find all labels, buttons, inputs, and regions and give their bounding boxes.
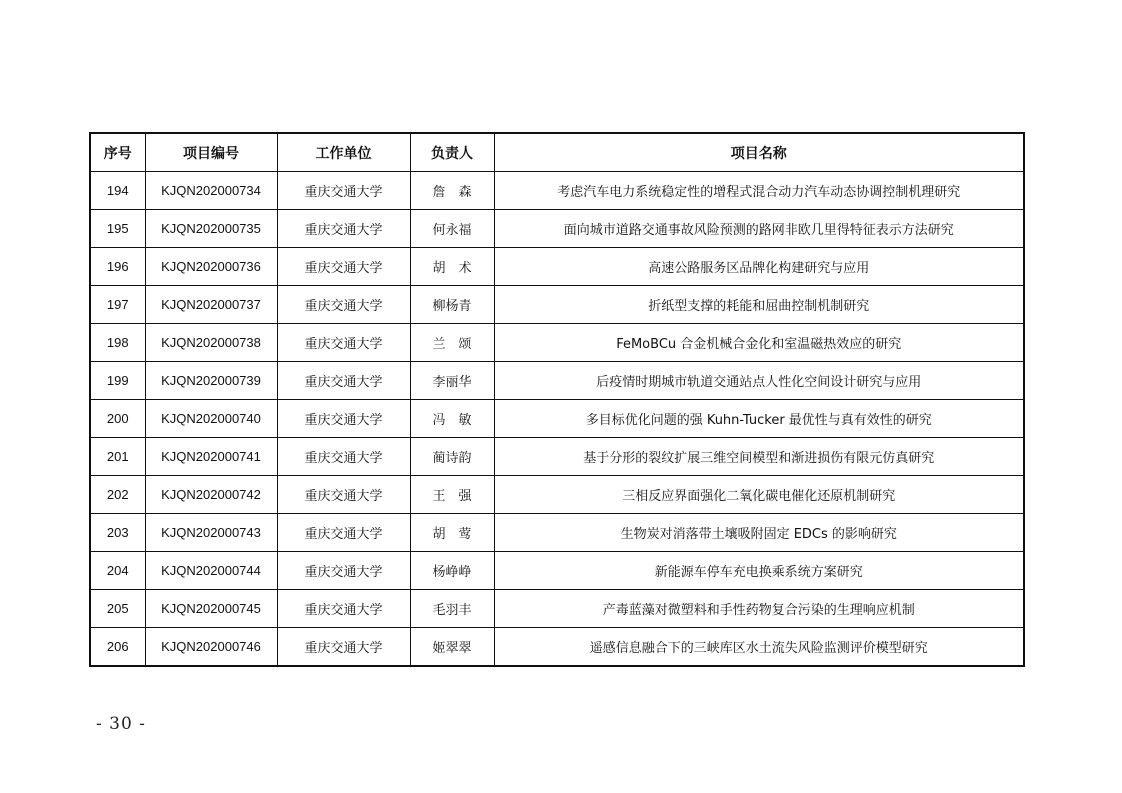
cell-project-name: 生物炭对消落带土壤吸附固定 EDCs 的影响研究 (494, 514, 1024, 552)
table-row (90, 590, 1024, 628)
cell-project-name: 高速公路服务区品牌化构建研究与应用 (494, 248, 1024, 286)
cell-project-code: KJQN202000740 (145, 400, 277, 438)
cell-project-code: KJQN202000746 (145, 628, 277, 667)
cell-project-code: KJQN202000735 (145, 210, 277, 248)
cell-leader: 姬翠翠 (410, 628, 494, 667)
cell-leader: 兰 颂 (410, 324, 494, 362)
cell-seq: 206 (90, 628, 145, 667)
cell-leader: 胡 术 (410, 248, 494, 286)
header-row (90, 133, 1024, 172)
cell-work-unit: 重庆交通大学 (277, 172, 410, 210)
cell-project-name: 考虑汽车电力系统稳定性的增程式混合动力汽车动态协调控制机理研究 (494, 172, 1024, 210)
cell-seq: 200 (90, 400, 145, 438)
cell-leader: 蔺诗韵 (410, 438, 494, 476)
cell-work-unit: 重庆交通大学 (277, 628, 410, 667)
table-row (90, 362, 1024, 400)
cell-seq: 195 (90, 210, 145, 248)
table-row (90, 552, 1024, 590)
cell-project-name: 遥感信息融合下的三峡库区水土流失风险监测评价模型研究 (494, 628, 1024, 667)
cell-project-name: 基于分形的裂纹扩展三维空间模型和渐进损伤有限元仿真研究 (494, 438, 1024, 476)
table-row (90, 400, 1024, 438)
cell-project-name: FeMoBCu 合金机械合金化和室温磁热效应的研究 (494, 324, 1024, 362)
cell-project-name: 面向城市道路交通事故风险预测的路网非欧几里得特征表示方法研究 (494, 210, 1024, 248)
header-seq: 序号 (90, 133, 145, 172)
cell-work-unit: 重庆交通大学 (277, 286, 410, 324)
table-header (90, 133, 1024, 172)
header-project-code: 项目编号 (145, 133, 277, 172)
cell-project-name: 新能源车停车充电换乘系统方案研究 (494, 552, 1024, 590)
cell-work-unit: 重庆交通大学 (277, 438, 410, 476)
table-row (90, 438, 1024, 476)
cell-leader: 詹 森 (410, 172, 494, 210)
cell-leader: 冯 敏 (410, 400, 494, 438)
cell-project-code: KJQN202000745 (145, 590, 277, 628)
table-body (90, 172, 1024, 667)
cell-leader: 毛羽丰 (410, 590, 494, 628)
cell-seq: 202 (90, 476, 145, 514)
project-table (89, 132, 1025, 667)
cell-project-name: 产毒蓝藻对微塑料和手性药物复合污染的生理响应机制 (494, 590, 1024, 628)
table-row (90, 628, 1024, 667)
cell-project-code: KJQN202000737 (145, 286, 277, 324)
cell-project-code: KJQN202000741 (145, 438, 277, 476)
cell-project-code: KJQN202000739 (145, 362, 277, 400)
cell-work-unit: 重庆交通大学 (277, 552, 410, 590)
cell-project-code: KJQN202000736 (145, 248, 277, 286)
cell-leader: 李丽华 (410, 362, 494, 400)
cell-project-code: KJQN202000738 (145, 324, 277, 362)
cell-work-unit: 重庆交通大学 (277, 362, 410, 400)
cell-seq: 199 (90, 362, 145, 400)
table-row (90, 476, 1024, 514)
table-row (90, 324, 1024, 362)
cell-project-code: KJQN202000742 (145, 476, 277, 514)
cell-work-unit: 重庆交通大学 (277, 514, 410, 552)
cell-seq: 194 (90, 172, 145, 210)
cell-work-unit: 重庆交通大学 (277, 400, 410, 438)
cell-project-code: KJQN202000743 (145, 514, 277, 552)
cell-project-name: 三相反应界面强化二氧化碳电催化还原机制研究 (494, 476, 1024, 514)
cell-seq: 204 (90, 552, 145, 590)
header-leader: 负责人 (410, 133, 494, 172)
table-row (90, 210, 1024, 248)
cell-seq: 203 (90, 514, 145, 552)
cell-project-code: KJQN202000744 (145, 552, 277, 590)
cell-seq: 201 (90, 438, 145, 476)
cell-leader: 何永福 (410, 210, 494, 248)
page-number: - 30 - (96, 714, 146, 734)
table-row (90, 172, 1024, 210)
cell-project-code: KJQN202000734 (145, 172, 277, 210)
cell-work-unit: 重庆交通大学 (277, 210, 410, 248)
cell-work-unit: 重庆交通大学 (277, 248, 410, 286)
cell-work-unit: 重庆交通大学 (277, 324, 410, 362)
cell-leader: 胡 莺 (410, 514, 494, 552)
table-row (90, 514, 1024, 552)
table-row (90, 248, 1024, 286)
cell-seq: 197 (90, 286, 145, 324)
cell-work-unit: 重庆交通大学 (277, 476, 410, 514)
cell-project-name: 多目标优化问题的强 Kuhn-Tucker 最优性与真有效性的研究 (494, 400, 1024, 438)
cell-project-name: 后疫情时期城市轨道交通站点人性化空间设计研究与应用 (494, 362, 1024, 400)
cell-seq: 198 (90, 324, 145, 362)
cell-seq: 205 (90, 590, 145, 628)
cell-leader: 柳杨青 (410, 286, 494, 324)
cell-leader: 杨峥峥 (410, 552, 494, 590)
header-project-name: 项目名称 (494, 133, 1024, 172)
table-row (90, 286, 1024, 324)
cell-project-name: 折纸型支撑的耗能和屈曲控制机制研究 (494, 286, 1024, 324)
header-work-unit: 工作单位 (277, 133, 410, 172)
cell-seq: 196 (90, 248, 145, 286)
cell-leader: 王 强 (410, 476, 494, 514)
cell-work-unit: 重庆交通大学 (277, 590, 410, 628)
